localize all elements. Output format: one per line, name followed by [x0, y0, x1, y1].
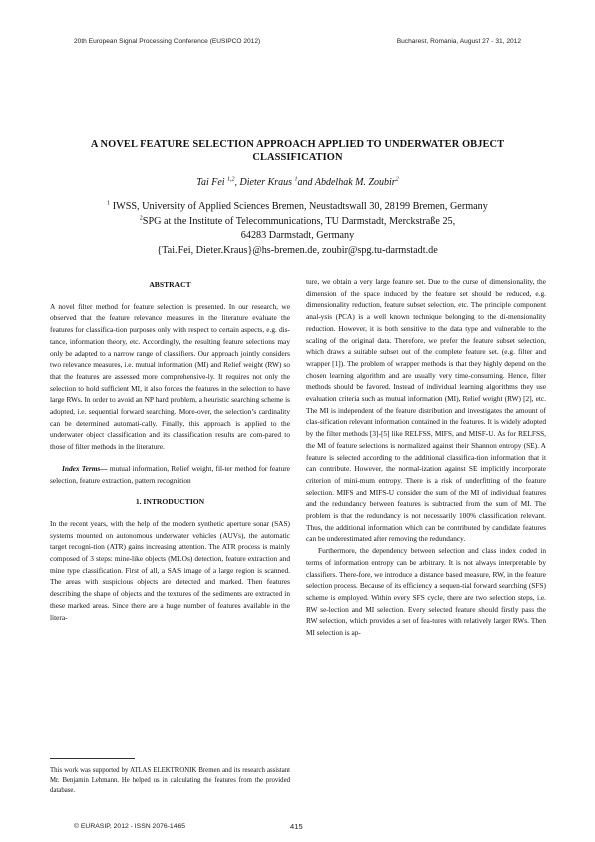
affiliation-text: IWSS, University of Applied Sciences Bremen, Neustadtswall 30, 28199 Bremen, Germany — [112, 201, 488, 212]
affiliation-line: 64283 Darmstadt, Germany — [240, 230, 355, 241]
abstract-text: A novel filter method for feature selection is presented. In our research, we observed that the feature relevance measures in the literature evaluate the features for classifica-tion purposes only with respect to certain aspects, e.g. dis-tance, information theory, etc. Accordingly, the resulting feature selections may only be adapted to a narrow range of classifiers. Our approach jointly considers two relevance measures, i.e. mutual information (MI) and Relief weight (RW) so that the features are assessed more comprehensive-ly. It requires not only the selection to hold sufficient MI, it also forces the features in the selection to have large RWs. In order to avoid an NP hard problem, a heuristic searching scheme is adopted, i.e. sequential forward searching. More-over, the selection’s cardinality can be determined automati-cally. Finally, this approach is applied to the underwater object classification and its classification results are com-pared to those of filter methods in the literature. — [50, 301, 290, 452]
index-terms-text: mutual information, Relief weight, fil-ter method for feature selection, feature extraction, pattern recognition — [50, 463, 290, 485]
affiliation-mark: 2 — [139, 215, 143, 222]
affiliation-line — [50, 200, 545, 215]
author-name: Tai Fei — [196, 177, 225, 188]
conference-header: 20th European Signal Processing Conference (EUSIPCO 2012) — [74, 38, 261, 45]
abstract-heading: ABSTRACT — [149, 280, 191, 289]
introduction-continued-paragraph: ture, we obtain a very large feature set. Due to the curse of dimensionality, the dimension of the space induced by the feature set should be reduced, e.g. dimensionality reduction, feature subset selection, etc. The principle component anal-ysis (PCA) is a well known technique belonging to the di-mensionality reduction. However, it is both sensitive to the data type and vulnerable to the scaling of the original data. Therefore, we prefer the feature subset selection, which draws a suitable subset out of the complete feature set. (e.g. filter and wrapper [1]). The problem of wrapper methods is that they highly depend on the chosen learning algorithm and are usually very time-consuming. Hence, filter methods should be favored. Instead of individual learning algorithms they use evaluation criteria such as mutual information (MI), Relief weight (RW) [2], etc. The MI is independent of the feature distribution and investigates the amount of clas-sification relevant information contained in the features. It is widely adopted by the filter methods [3]-[5] like RELFSS, MIFS, and MISF-U. As for RELFSS, the MI of feature selections is normalized against their Shannon entropy (SE). A feature is selected according to the additional classifica-tion information that it can contribute. However, the normal-ization against SE implicitly incorporate criterion of mini-mum entropy. There is a risk of underfitting of the feature selection. MIFS and MIFS-U consider the sum of the MI of individual features and the redundancy between features is subtracted from the sum of MI. The problem is that the redundancy is not necessarily 100% classification relevant. Thus, the additional information which can be contributed by candidate features can be underestimated after removing the redundancy. — [306, 277, 546, 544]
footnote-rule — [50, 758, 135, 759]
left-column — [50, 279, 290, 623]
author-name: and Abdelhak M. Zoubir — [297, 177, 396, 188]
introduction-second-paragraph: Furthermore, the dependency between selection and class index coded in terms of information entropy can be arbitrary. It is not always interpretable by classifiers. There-fore, we introduce a distance based measure, RW, in the feature selection process. Because of its efficiency a sequen-tial forward searching (SFS) scheme is employed. Within every SFS cycle, there are two selection steps, i.e. RW se-lection and MI selection. Every selected feature should firstly pass the RW selection, which provides a set of fea-tures with relatively larger RWs. Then MI selection is ap- — [306, 546, 546, 638]
affiliation-text: SPG at the Institute of Telecommunications, TU Darmstadt, Merckstraße 25, — [142, 215, 456, 227]
right-column — [306, 276, 546, 639]
author-name: , Dieter Kraus — [234, 177, 293, 188]
author-affiliation-mark: 1 — [294, 176, 298, 183]
affiliation-line — [50, 215, 545, 230]
page-number: 415 — [290, 822, 303, 831]
index-terms-label: Index Terms— — [62, 463, 108, 473]
paper-title — [50, 138, 545, 164]
author-affiliation-mark: 2 — [395, 176, 399, 183]
author-list — [50, 177, 545, 189]
affiliations — [50, 200, 545, 258]
copyright-footer: © EURASIP, 2012 - ISSN 2076-1465 — [74, 823, 186, 830]
index-terms — [50, 463, 290, 486]
introduction-text: In the recent years, with the help of the modern synthetic aperture sonar (SAS) systems mounted on autonomous underwater vehicles (AUVs), the automatic target recogni-tion (ATR) gains increasing attention. The ATR process is mainly composed of 3 steps: mine-like objects (MLOs) detection, feature extraction and mine type classification. First of all, a SAS image of a large region is scanned. The areas with suspicious objects are detected and marked. Then features describing the shape of objects and the textures of the sediments are extracted in these marked areas. Since there are a huge number of features available in the litera- — [50, 518, 290, 622]
author-emails: {Tai.Fei, Dieter.Kraus}@hs-bremen.de, zoubir@spg.tu-darmstadt.de — [157, 244, 438, 256]
funding-footnote: This work was supported by ATLAS ELEKTRONIK Bremen and its research assistant Mr. Benjamin Lehmann. He helped us in calculating the features from the provided database. — [50, 767, 290, 794]
author-affiliation-mark: 1,2 — [227, 176, 235, 183]
paper-title-line-1: A NOVEL FEATURE SELECTION APPROACH APPLIED TO UNDERWATER OBJECT — [90, 139, 505, 150]
paper-title-line-2: CLASSIFICATION — [252, 152, 343, 163]
location-date-header: Bucharest, Romania, August 27 - 31, 2012 — [396, 38, 521, 45]
affiliation-mark: 1 — [107, 200, 111, 207]
introduction-heading: 1. INTRODUCTION — [135, 497, 205, 507]
